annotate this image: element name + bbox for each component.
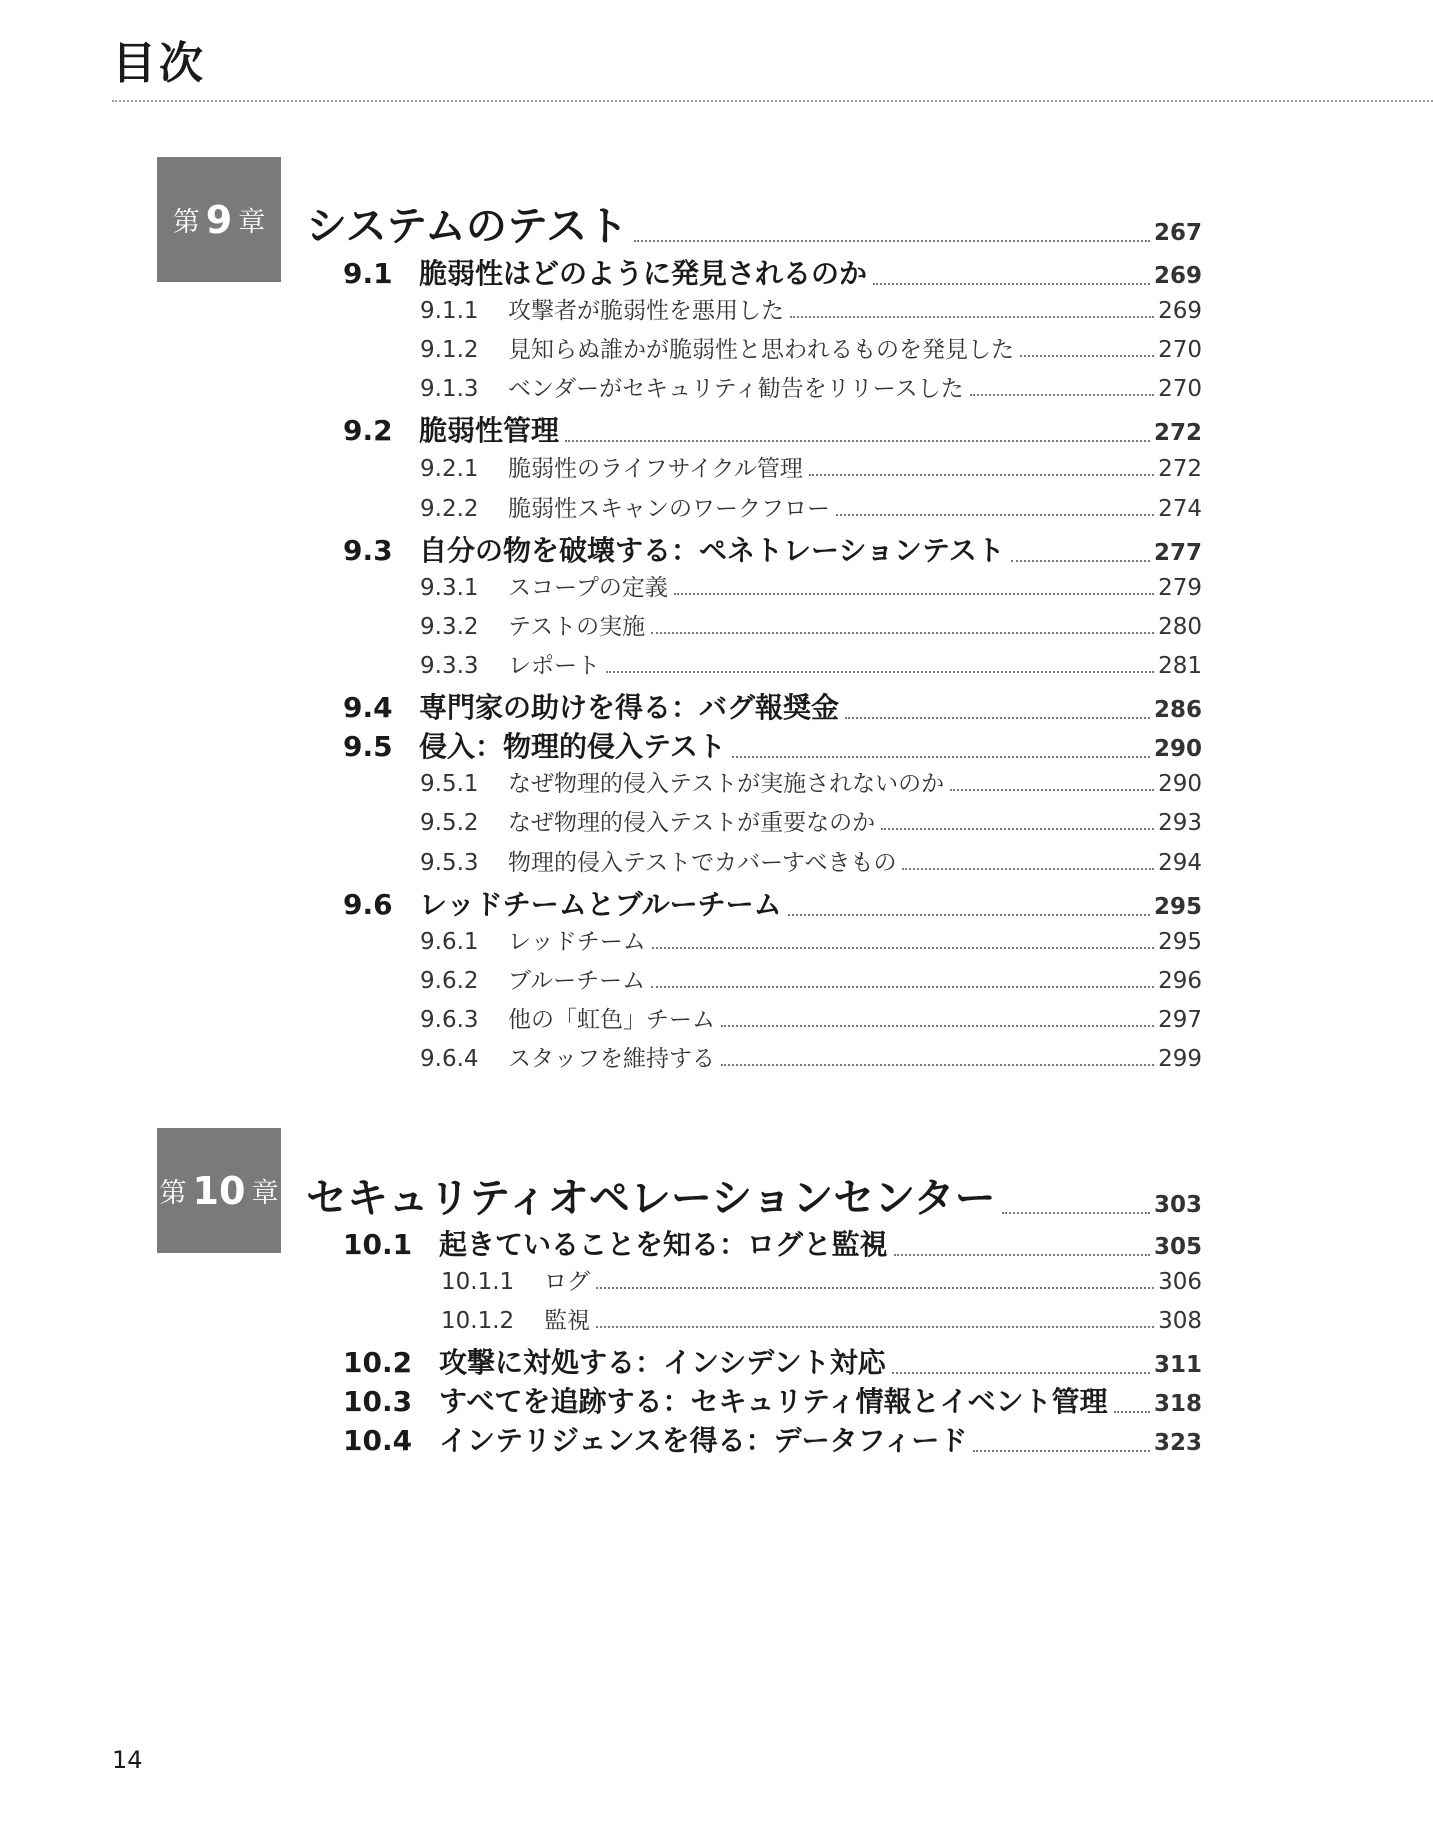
section-title: 脆弱性はどのように発見されるのか [419, 257, 868, 290]
section-title: 自分の物を破壊する：ペネトレーションテスト [419, 534, 1005, 567]
toc-section-10-1[interactable] [343, 1223, 1202, 1263]
subsection-number: 9.5.3 [420, 850, 479, 876]
chapter-title: セキュリティオペレーションセンター [306, 1174, 996, 1222]
dot-leader [892, 1372, 1150, 1374]
dot-leader [881, 828, 1154, 830]
dot-leader [1020, 355, 1154, 357]
page-ref: 270 [1158, 376, 1202, 402]
page-ref: 323 [1153, 1430, 1202, 1456]
page-ref: 269 [1158, 298, 1202, 324]
toc-section-10-4[interactable] [343, 1419, 1202, 1459]
subsection-title: レッドチーム [508, 929, 646, 955]
toc-subsection-9-3-1[interactable] [420, 569, 1202, 602]
dot-leader [1114, 1411, 1150, 1413]
dot-leader [873, 283, 1150, 285]
section-number: 9.1 [343, 257, 393, 290]
chapter-label-number: 9 [205, 197, 233, 242]
section-title: レッドチームとブルーチーム [419, 888, 782, 921]
dot-leader [732, 756, 1150, 758]
page-ref: 311 [1153, 1352, 1202, 1378]
dot-leader [973, 1450, 1150, 1452]
subsection-number: 9.1.2 [420, 337, 479, 363]
toc-section-9-3[interactable] [343, 529, 1202, 569]
dot-leader [596, 1326, 1154, 1328]
subsection-number: 9.6.1 [420, 929, 479, 955]
dot-leader [790, 316, 1154, 318]
subsection-title: ログ [544, 1269, 590, 1295]
toc-subsection-9-5-2[interactable] [420, 804, 1202, 837]
subsection-number: 9.5.2 [420, 810, 479, 836]
toc-subsection-9-1-1[interactable] [420, 292, 1202, 325]
dot-leader [674, 593, 1154, 595]
section-number: 10.2 [343, 1346, 413, 1379]
section-number: 9.5 [343, 730, 393, 763]
subsection-number: 9.3.2 [420, 614, 479, 640]
page-ref: 267 [1153, 220, 1202, 246]
chapter-label-prefix: 第 [172, 207, 200, 238]
subsection-number: 9.1.1 [420, 298, 479, 324]
subsection-title: なぜ物理的侵入テストが重要なのか [508, 810, 876, 836]
page-ref: 269 [1153, 263, 1202, 289]
page-ref: 308 [1158, 1308, 1202, 1334]
toc-subsection-9-5-3[interactable] [420, 844, 1202, 877]
toc-subsection-9-3-2[interactable] [420, 608, 1202, 641]
subsection-title: ブルーチーム [508, 968, 646, 994]
chapter-10-badge [157, 1128, 281, 1253]
section-number: 9.4 [343, 691, 393, 724]
section-title: インテリジェンスを得る：データフィード [439, 1424, 968, 1457]
page-ref: 270 [1158, 337, 1202, 363]
toc-subsection-9-2-1[interactable] [420, 450, 1202, 483]
page-number: 14 [112, 1746, 143, 1774]
toc-section-10-3[interactable] [343, 1380, 1202, 1420]
subsection-number: 9.3.3 [420, 653, 479, 679]
dot-leader [721, 1025, 1154, 1027]
section-title: 専門家の助けを得る：バグ報奨金 [419, 691, 840, 724]
dot-leader [634, 240, 1150, 242]
toc-section-9-4[interactable] [343, 686, 1202, 726]
page-ref: 272 [1153, 420, 1202, 446]
subsection-number: 9.5.1 [420, 771, 479, 797]
subsection-title: 物理的侵入テストでカバーすべきもの [508, 850, 897, 876]
page-ref: 297 [1158, 1007, 1202, 1033]
section-title: 起きていることを知る：ログと監視 [439, 1228, 888, 1261]
dot-leader [950, 789, 1154, 791]
dot-leader [836, 514, 1154, 516]
page-ref: 274 [1158, 496, 1202, 522]
page-ref: 294 [1158, 850, 1202, 876]
chapter-9-badge [157, 157, 281, 282]
toc-subsection-10-1-1[interactable] [441, 1263, 1202, 1296]
toc-section-10-2[interactable] [343, 1341, 1202, 1381]
toc-subsection-9-6-1[interactable] [420, 923, 1202, 956]
dot-leader [652, 947, 1154, 949]
toc-subsection-9-6-2[interactable] [420, 962, 1202, 995]
subsection-number: 9.6.4 [420, 1046, 479, 1072]
page-ref: 272 [1158, 456, 1202, 482]
dot-leader [845, 717, 1150, 719]
subsection-title: スコープの定義 [508, 575, 668, 601]
section-title: 攻撃に対処する：インシデント対応 [439, 1346, 886, 1379]
section-number: 10.3 [343, 1385, 413, 1418]
subsection-title: 脆弱性スキャンのワークフロー [508, 496, 830, 522]
subsection-title: 他の「虹色」チーム [508, 1007, 715, 1033]
chapter-label-prefix: 第 [159, 1178, 187, 1209]
page-ref: 280 [1158, 614, 1202, 640]
subsection-title: ベンダーがセキュリティ勧告をリリースした [508, 376, 964, 402]
page-ref: 281 [1158, 653, 1202, 679]
subsection-number: 10.1.2 [441, 1308, 515, 1334]
dot-leader [902, 868, 1154, 870]
subsection-title: 脆弱性のライフサイクル管理 [508, 456, 803, 482]
toc-subsection-9-6-3[interactable] [420, 1001, 1202, 1034]
chapter-label-suffix: 章 [251, 1178, 279, 1209]
toc-subsection-9-3-3[interactable] [420, 647, 1202, 680]
dot-leader [1002, 1212, 1150, 1214]
subsection-number: 9.1.3 [420, 376, 479, 402]
subsection-title: 監視 [544, 1308, 590, 1334]
dot-leader [596, 1287, 1154, 1289]
subsection-number: 9.6.2 [420, 968, 479, 994]
page-ref: 295 [1158, 929, 1202, 955]
subsection-number: 9.6.3 [420, 1007, 479, 1033]
toc-section-9-1[interactable] [343, 252, 1202, 292]
toc-chapter-9[interactable] [306, 193, 1202, 252]
toc-subsection-9-2-2[interactable] [420, 490, 1202, 523]
page-ref: 277 [1153, 540, 1202, 566]
toc-subsection-9-1-2[interactable] [420, 331, 1202, 364]
toc-subsection-9-5-1[interactable] [420, 765, 1202, 798]
section-number: 10.1 [343, 1228, 413, 1261]
dot-leader [606, 671, 1154, 673]
dot-leader [1011, 560, 1150, 562]
subsection-title: なぜ物理的侵入テストが実施されないのか [508, 771, 945, 797]
toc-section-9-6[interactable] [343, 883, 1202, 923]
toc-chapter-10[interactable] [306, 1165, 1202, 1224]
section-title: すべてを追跡する：セキュリティ情報とイベント管理 [439, 1385, 1108, 1418]
dot-leader [788, 914, 1150, 916]
page-ref: 303 [1153, 1192, 1202, 1218]
section-number: 9.3 [343, 534, 393, 567]
toc-subsection-10-1-2[interactable] [441, 1302, 1202, 1335]
subsection-number: 9.2.2 [420, 496, 479, 522]
dot-leader [809, 474, 1154, 476]
page-ref: 286 [1153, 697, 1202, 723]
dot-leader [721, 1064, 1154, 1066]
subsection-title: レポート [508, 653, 600, 679]
page-title: 目次 [112, 38, 206, 89]
section-number: 9.2 [343, 414, 393, 447]
toc-subsection-9-6-4[interactable] [420, 1040, 1202, 1073]
subsection-title: テストの実施 [508, 614, 646, 640]
page-ref: 296 [1158, 968, 1202, 994]
toc-subsection-9-1-3[interactable] [420, 370, 1202, 403]
title-divider [112, 100, 1433, 102]
dot-leader [651, 986, 1154, 988]
page-ref: 318 [1153, 1391, 1202, 1417]
page-ref: 306 [1158, 1269, 1202, 1295]
page-ref: 290 [1158, 771, 1202, 797]
page-ref: 295 [1153, 894, 1202, 920]
dot-leader [894, 1254, 1150, 1256]
subsection-title: スタッフを維持する [508, 1046, 715, 1072]
page-ref: 293 [1158, 810, 1202, 836]
page-ref: 299 [1158, 1046, 1202, 1072]
subsection-number: 10.1.1 [441, 1269, 515, 1295]
toc-section-9-2[interactable] [343, 409, 1202, 449]
page-ref: 305 [1153, 1234, 1202, 1260]
subsection-number: 9.3.1 [420, 575, 479, 601]
dot-leader [651, 632, 1154, 634]
page-ref: 279 [1158, 575, 1202, 601]
subsection-title: 見知らぬ誰かが脆弱性と思われるものを発見した [508, 337, 1014, 363]
chapter-title: システムのテスト [306, 202, 629, 250]
section-number: 9.6 [343, 888, 393, 921]
page-ref: 290 [1153, 736, 1202, 762]
chapter-label-suffix: 章 [238, 207, 266, 238]
dot-leader [970, 394, 1154, 396]
dot-leader [565, 440, 1150, 442]
section-title: 侵入：物理的侵入テスト [419, 730, 726, 763]
section-title: 脆弱性管理 [419, 414, 560, 447]
subsection-title: 攻撃者が脆弱性を悪用した [508, 298, 784, 324]
toc-section-9-5[interactable] [343, 725, 1202, 765]
subsection-number: 9.2.1 [420, 456, 479, 482]
section-number: 10.4 [343, 1424, 413, 1457]
chapter-label-number: 10 [192, 1168, 246, 1213]
